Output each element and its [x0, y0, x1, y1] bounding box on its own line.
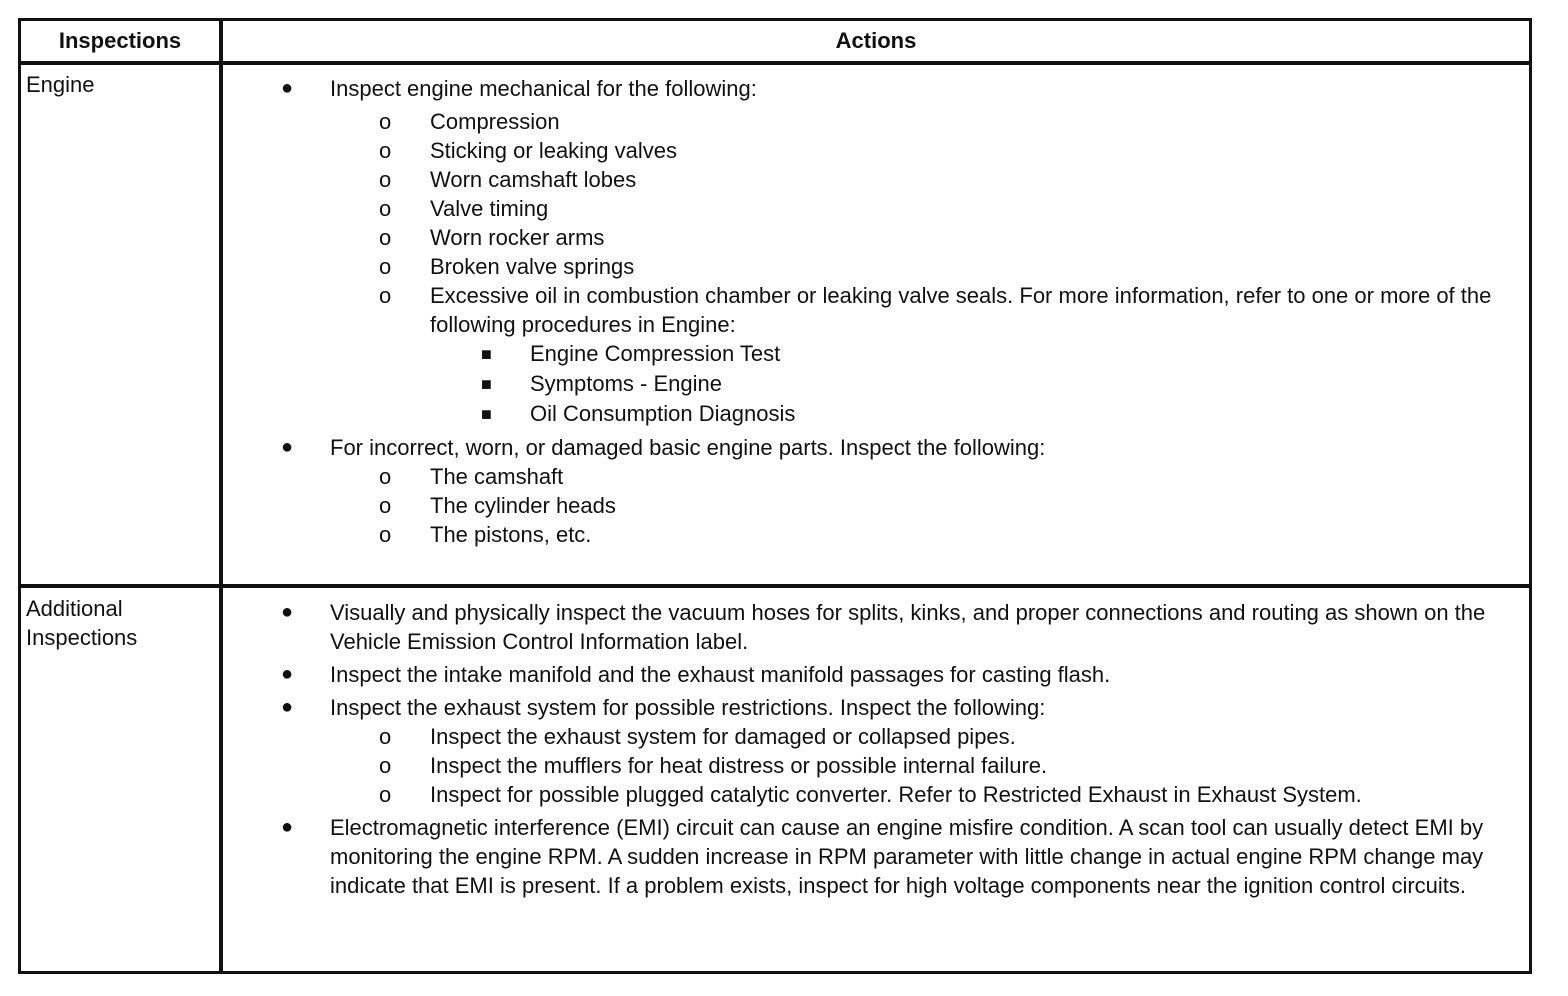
additional-inspections-actions	[223, 598, 1523, 904]
sub-list-item: o Excessive oil in combustion chamber or leaking valve seals. For more information, refer to one or more of the following procedures in Engine:	[379, 283, 1492, 337]
sub-list-item: o Valve timing	[379, 196, 549, 221]
row-label-engine: Engine	[26, 72, 95, 97]
circle-bullet-icon: o	[379, 283, 392, 308]
bullet-icon: ●	[281, 663, 294, 685]
circle-bullet-icon: o	[379, 109, 392, 134]
list-item: ● Inspect the intake manifold and the exhaust manifold passages for casting flash.	[281, 662, 1111, 687]
circle-bullet-icon: o	[379, 464, 392, 489]
header-actions: Actions	[835, 28, 917, 53]
circle-bullet-icon: o	[379, 493, 392, 518]
sub-list-item: o Broken valve springs	[379, 254, 635, 279]
circle-bullet-icon: o	[379, 254, 392, 279]
list-item: ● Inspect engine mechanical for the following:	[281, 76, 757, 101]
sub-list-item: o Compression	[379, 109, 560, 134]
sub-list-item: o The cylinder heads	[379, 493, 616, 518]
procedure-list-item: ■ Symptoms - Engine	[223, 369, 1523, 399]
list-item: ● Inspect the exhaust system for possible restrictions. Inspect the following:	[281, 695, 1046, 720]
procedure-list-item: ■ Engine Compression Test	[223, 339, 1523, 369]
sub-list-item: o Worn rocker arms	[379, 225, 605, 250]
bullet-icon: ●	[281, 77, 294, 99]
bullet-icon: ●	[281, 601, 294, 623]
header-divider	[18, 61, 1532, 65]
circle-bullet-icon: o	[379, 782, 392, 807]
bullet-icon: ●	[281, 696, 294, 718]
sub-list-item: o The camshaft	[379, 464, 564, 489]
list-item: ● Visually and physically inspect the vacuum hoses for splits, kinks, and proper connections and routing as shown on the Vehicle Emission Control Information label.	[281, 600, 1486, 654]
square-bullet-icon: ■	[481, 404, 492, 424]
bullet-icon: ●	[281, 436, 294, 458]
circle-bullet-icon: o	[379, 196, 392, 221]
list-item: ● Electromagnetic interference (EMI) circuit can cause an engine misfire condition. A scan tool can usually detect EMI by monitoring the engine RPM. A sudden increase in RPM parameter with little change in actual engine RPM change may indicate that EMI is present. If a problem exists, inspect for high voltage components near the ignition control circuits.	[281, 815, 1484, 898]
circle-bullet-icon: o	[379, 225, 392, 250]
bullet-icon: ●	[281, 816, 294, 838]
sub-list-item: o Worn camshaft lobes	[379, 167, 637, 192]
circle-bullet-icon: o	[379, 138, 392, 163]
header-inspections: Inspections	[58, 28, 182, 53]
row-divider	[18, 584, 1532, 588]
list-item: ● For incorrect, worn, or damaged basic engine parts. Inspect the following:	[281, 435, 1046, 460]
square-bullet-icon: ■	[481, 344, 492, 364]
circle-bullet-icon: o	[379, 724, 392, 749]
engine-actions	[223, 74, 1523, 549]
sub-list-item: o Inspect the mufflers for heat distress or possible internal failure.	[379, 753, 1048, 778]
sub-list-item: o The pistons, etc.	[379, 522, 592, 547]
circle-bullet-icon: o	[379, 753, 392, 778]
circle-bullet-icon: o	[379, 522, 392, 547]
circle-bullet-icon: o	[379, 167, 392, 192]
square-bullet-icon: ■	[481, 374, 492, 394]
procedure-list-item: ■ Oil Consumption Diagnosis	[223, 399, 1523, 429]
row-label-additional-inspections: Additional Inspections	[26, 596, 138, 650]
sub-list-item: o Inspect the exhaust system for damaged or collapsed pipes.	[379, 724, 1016, 749]
sub-list-item: o Inspect for possible plugged catalytic converter. Refer to Restricted Exhaust in Exhaust System.	[379, 782, 1362, 807]
sub-list-item: o Sticking or leaking valves	[379, 138, 678, 163]
